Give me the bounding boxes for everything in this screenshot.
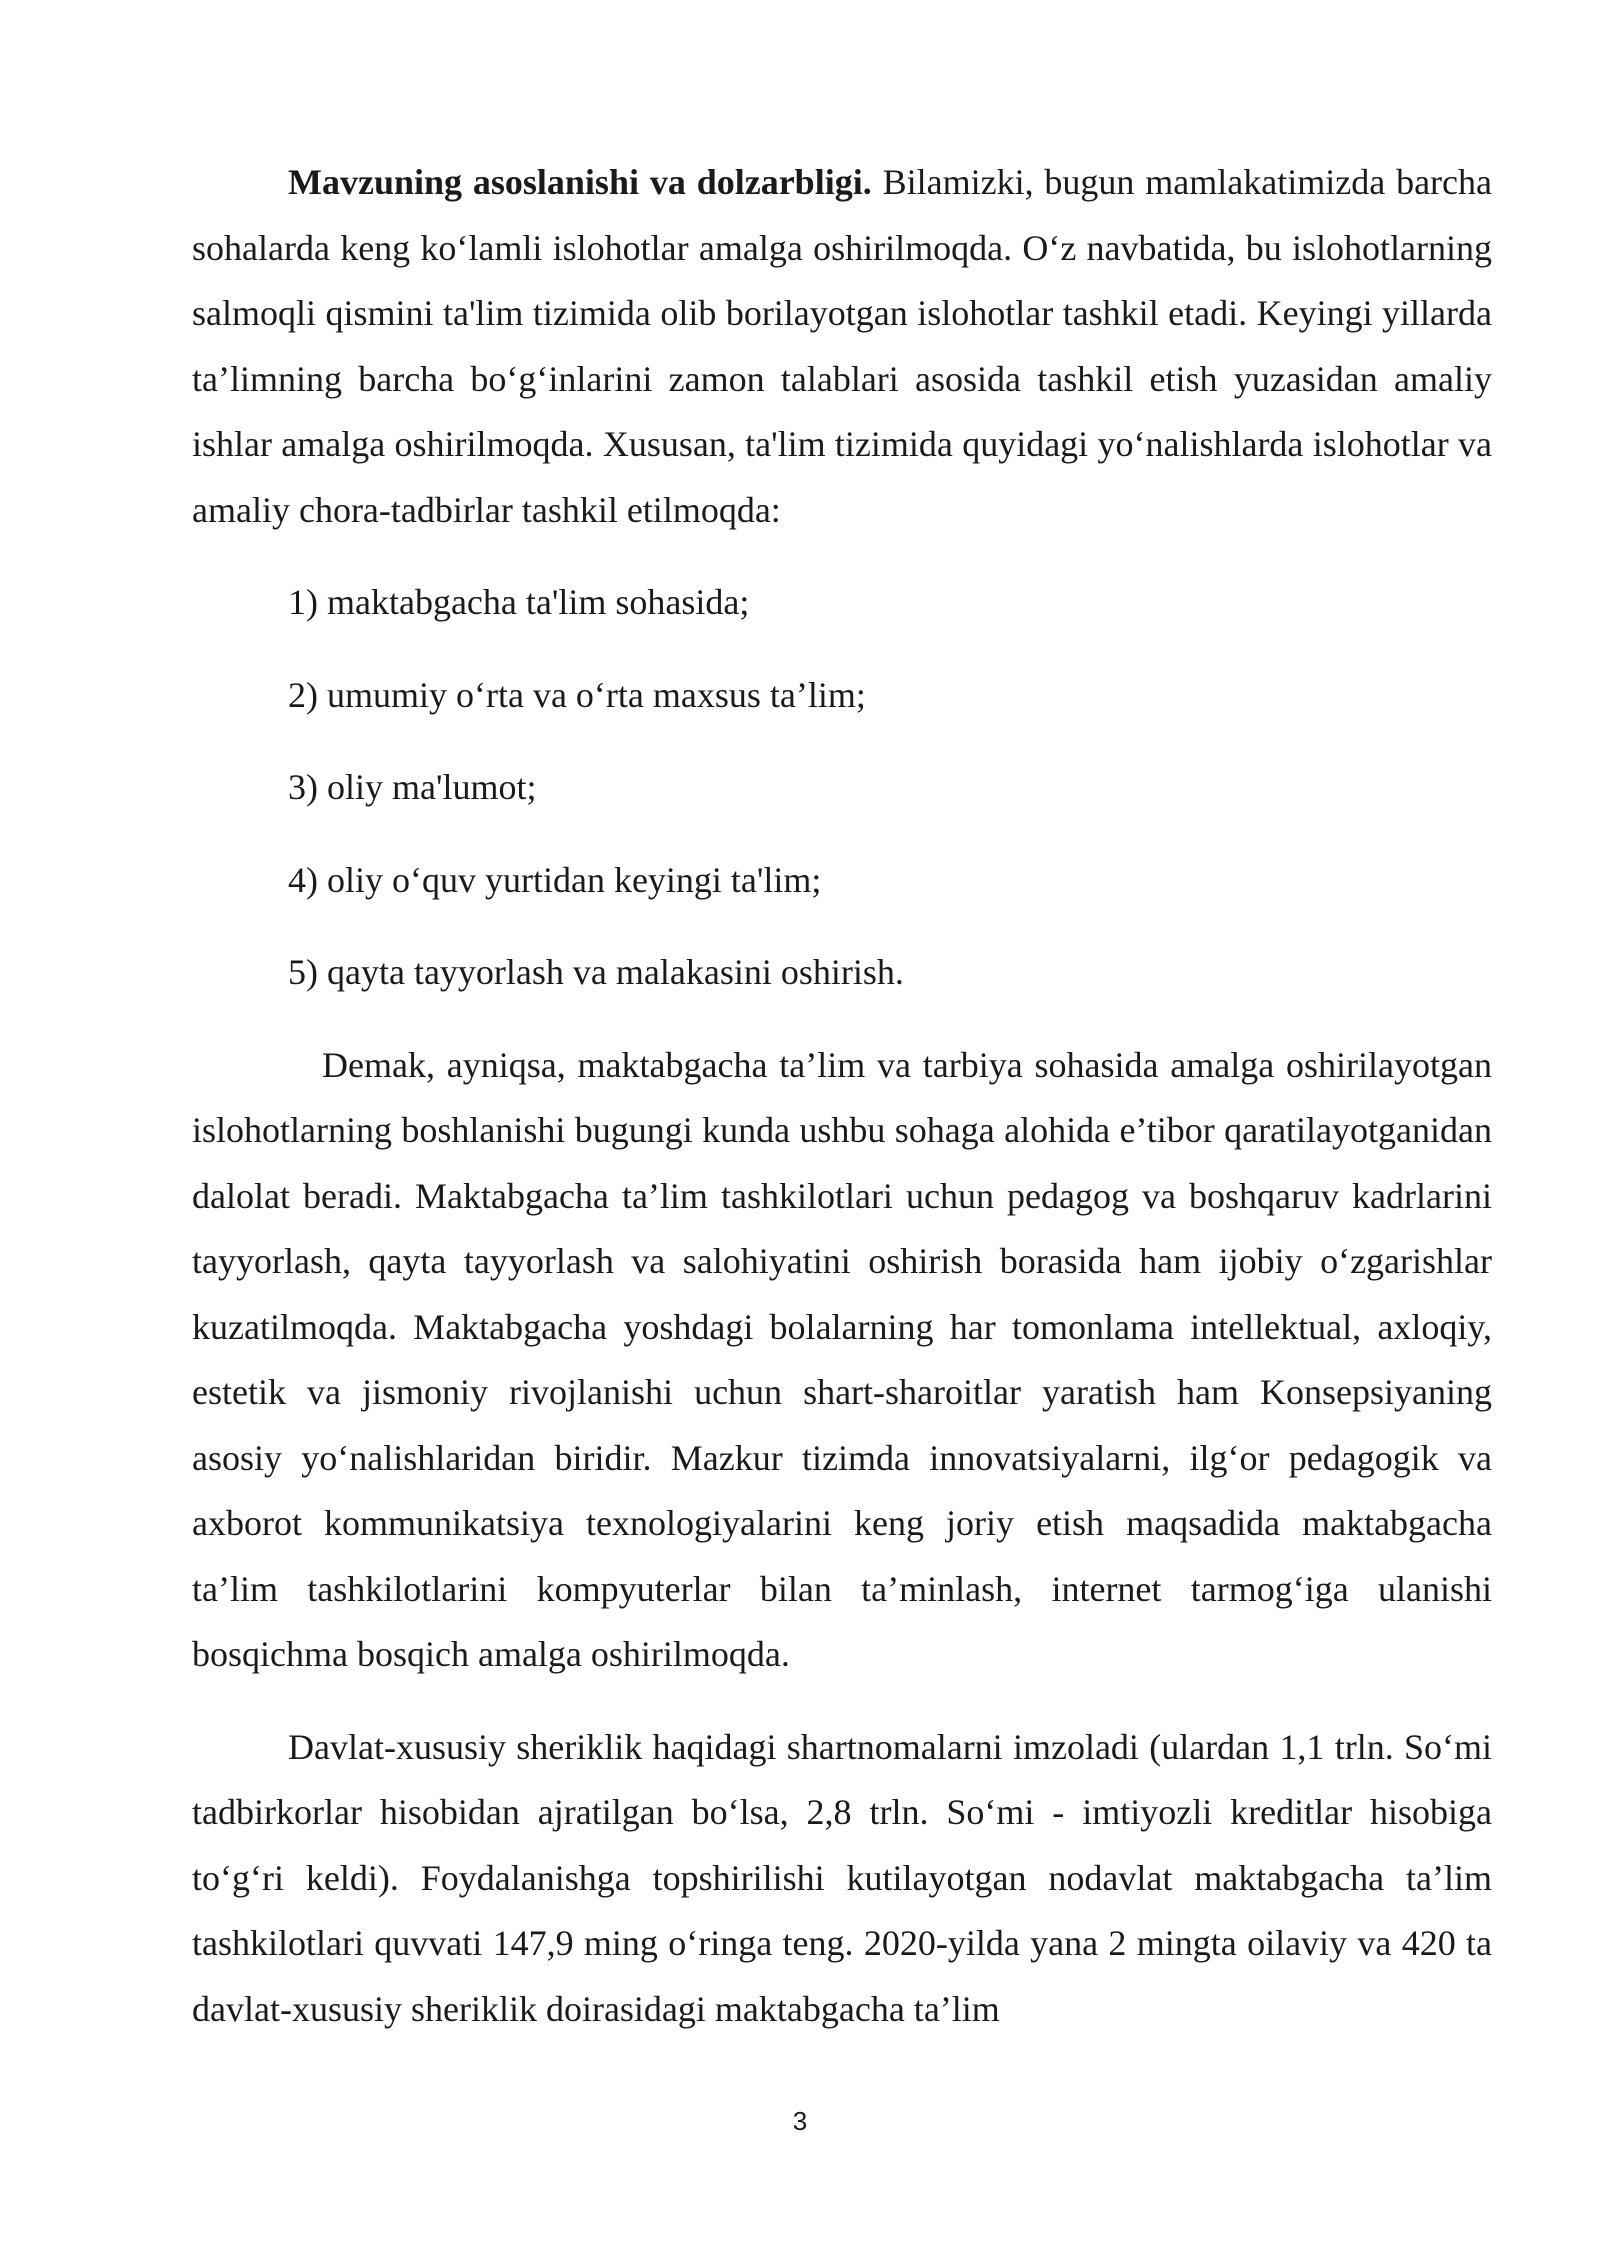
reform-directions-list xyxy=(192,570,1492,1006)
list-item: 4) oliy o‘quv yurtidan keyingi ta'lim; xyxy=(288,859,822,900)
document-body xyxy=(192,150,1492,2042)
section-lead-heading: Mavzuning asoslanishi va dolzarbligi. xyxy=(288,162,872,202)
list-item: 2) umumiy o‘rta va o‘rta maxsus ta’lim; xyxy=(288,674,866,715)
intro-paragraph xyxy=(192,150,1492,543)
list-item: 1) maktabgacha ta'lim sohasida; xyxy=(288,582,750,622)
intro-text: Bilamizki, bugun mamlakatimizda barcha sohalarda keng ko‘lamli islohotlar amalga oshirilmoqda. O‘z navbatida, bu islohotlarning salmoqli qismini ta'lim tizimida olib borilayotgan islohotlar tashkil etadi. Keyingi yillarda ta’limning barcha bo‘g‘inlarini zamon talablari asosida tashkil etish yuzasidan amaliy ishlar amalga oshirilmoqda. Xususan, ta'lim tizimida quyidagi yo‘nalishlarda islohotlar va amaliy chora-tadbirlar tashkil etilmoqda: xyxy=(192,162,1493,530)
paragraph-public-private-partnership: Davlat-xususiy sheriklik haqidagi shartnomalarni imzoladi (ulardan 1,1 trln. So‘mi tadbirkorlar hisobidan ajratilgan bo‘lsa, 2,8 trln. So‘mi - imtiyozli kreditlar hisobiga to‘g‘ri keldi). Foydalanishga topshirilishi kutilayotgan nodavlat maktabgacha ta’lim tashkilotlari quvvati 147,9 ming o‘ringa teng. 2020-yilda yana 2 mingta oilaviy va 420 ta davlat-xususiy sheriklik doirasidagi maktabgacha ta’lim xyxy=(192,1726,1492,2029)
list-item: 5) qayta tayyorlash va malakasini oshirish. xyxy=(288,952,904,992)
page-number: 3 xyxy=(792,2106,808,2136)
paragraph-preschool-reforms: Demak, ayniqsa, maktabgacha ta’lim va tarbiya sohasida amalga oshirilayotgan islohotlarning boshlanishi bugungi kunda ushbu sohaga alohida e’tibor qaratilayotganidan dalolat beradi. Maktabgacha ta’lim tashkilotlari uchun pedagog va boshqaruv kadrlarini tayyorlash, qayta tayyorlash va salohiyatini oshirish borasida ham ijobiy o‘zgarishlar kuzatilmoqda. Maktabgacha yoshdagi bolalarning har tomonlama intellektual, axloqiy, estetik va jismoniy rivojlanishi uchun shart-sharoitlar yaratish ham Konsepsiyaning asosiy yo‘nalishlaridan biridir. Mazkur tizimda innovatsiyalarni, ilg‘or pedagogik va axborot kommunikatsiya texnologiyalarini keng joriy etish maqsadida maktabgacha ta’lim tashkilotlarini kompyuterlar bilan ta’minlash, internet tarmog‘iga ulanishi bosqichma bosqich amalga oshirilmoqda. xyxy=(192,1044,1492,1674)
list-item: 3) oliy ma'lumot; xyxy=(288,767,537,807)
